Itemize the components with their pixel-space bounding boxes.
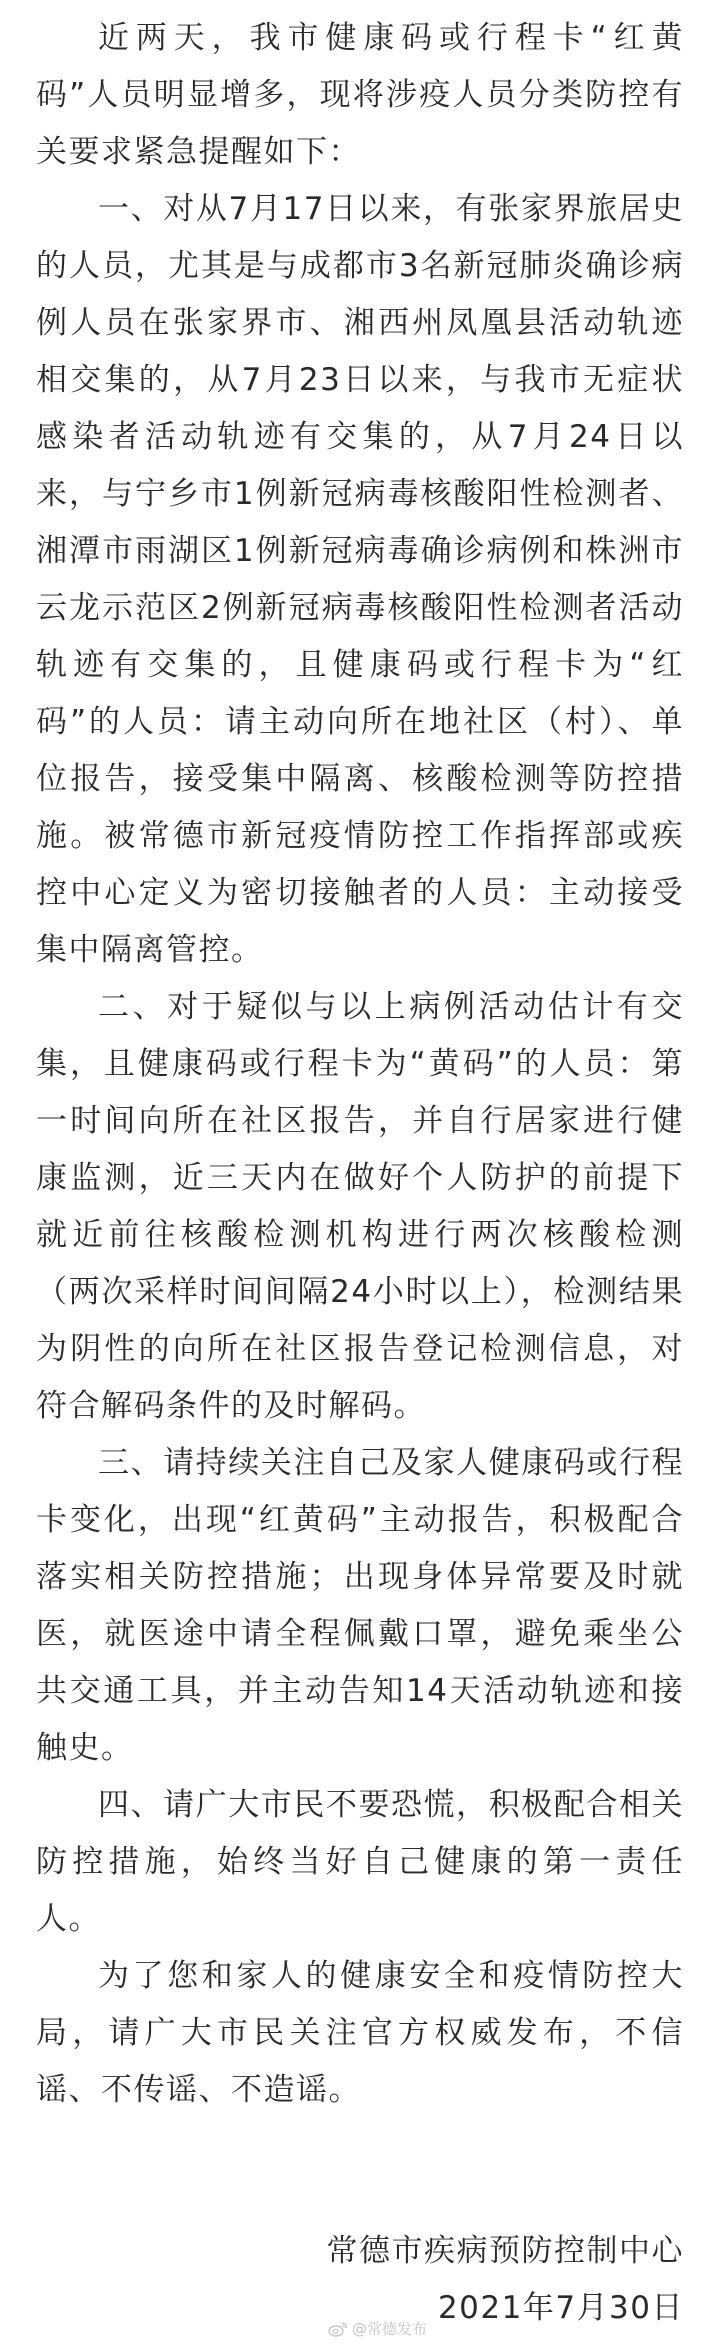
item-two-paragraph: 二、对于疑似与以上病例活动估计有交集，且健康码或行程卡为“黄码”的人员：第一时间向所在社区报告，并自行居家进行健康监测，近三天内在做好个人防护的前提下就近前往核酸检测机构进行两次核酸检测（两次采样时间间隔24小时以上），检测结果为阴性的向所在社区报告登记检测信息，对符合解码条件的及时解码。 — [36, 989, 684, 1424]
weibo-icon — [328, 2321, 348, 2337]
signature-date: 2021年7月30日 — [437, 2290, 684, 2326]
watermark-text: @常德发布 — [352, 2320, 428, 2338]
item-three-paragraph: 三、请持续关注自己及家人健康码或行程卡变化，出现“红黄码”主动报告，积极配合落实相关防控措施；出现身体异常要及时就医，就医途中请全程佩戴口罩，避免乘坐公共交通工具，并主动告知14天活动轨迹和接触史。 — [36, 1445, 684, 1766]
item-four-paragraph: 四、请广大市民不要恐慌，积极配合相关防控措施，始终当好自己健康的第一责任人。 — [36, 1787, 684, 1937]
signature-organization: 常德市疾病预防控制中心 — [326, 2233, 684, 2269]
closing-paragraph: 为了您和家人的健康安全和疫情防控大局，请广大市民关注官方权威发布，不信谣、不传谣、不造谣。 — [36, 1958, 684, 2108]
weibo-watermark — [328, 2318, 427, 2339]
item-one-paragraph: 一、对从7月17日以来，有张家界旅居史的人员，尤其是与成都市3名新冠肺炎确诊病例人员在张家界市、湘西州凤凰县活动轨迹相交集的，从7月23日以来，与我市无症状感染者活动轨迹有交集的，从7月24日以来，与宁乡市1例新冠病毒核酸阳性检测者、湘潭市雨湖区1例新冠病毒确诊病例和株洲市云龙示范区2例新冠病毒核酸阳性检测者活动轨迹有交集的，且健康码或行程卡为“红码”的人员：请主动向所在地社区（村）、单位报告，接受集中隔离、核酸检测等防控措施。被常德市新冠疫情防控工作指挥部或疾控中心定义为密切接触者的人员：主动接受集中隔离管控。 — [36, 191, 684, 968]
intro-paragraph: 近两天，我市健康码或行程卡“红黄码”人员明显增多，现将涉疫人员分类防控有关要求紧急提醒如下： — [36, 20, 684, 170]
